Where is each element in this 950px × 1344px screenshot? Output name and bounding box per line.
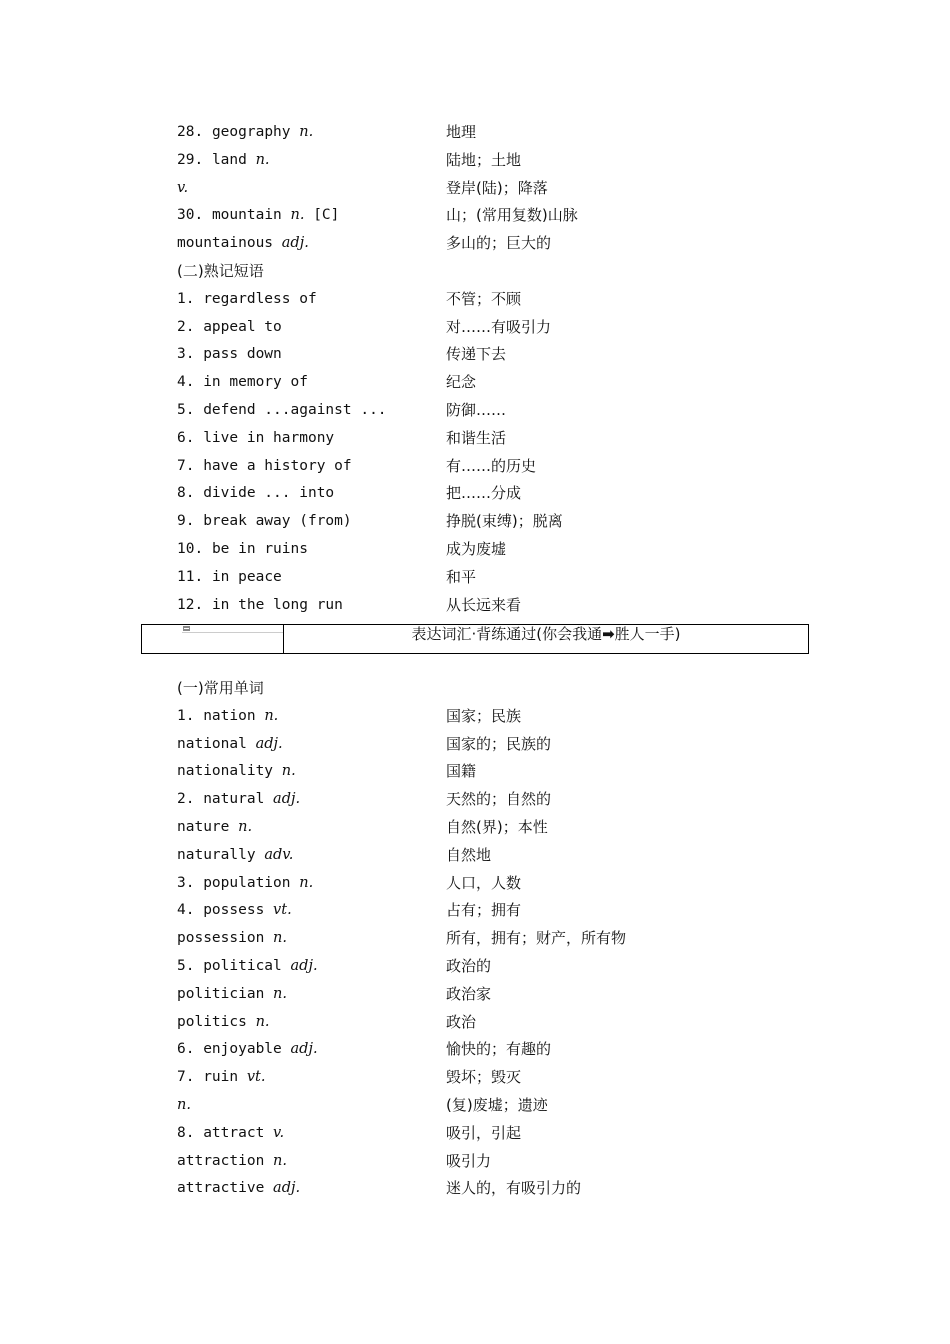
term-text: possession xyxy=(177,930,265,947)
tab-icon xyxy=(182,625,283,633)
term xyxy=(177,703,278,731)
banner-title: 表达词汇·背练通过(你会我通➡胜人一手) xyxy=(411,625,681,643)
meaning: 人口，人数 xyxy=(446,873,522,892)
term xyxy=(177,425,334,453)
term xyxy=(177,758,296,786)
meaning: 自然(界)；本性 xyxy=(446,817,548,836)
term-text: politics xyxy=(177,1013,247,1030)
term-text: nature xyxy=(177,818,230,835)
part-of-speech: n. xyxy=(264,707,279,724)
list-item xyxy=(177,703,817,731)
list-item xyxy=(177,953,817,981)
list-item xyxy=(177,842,817,870)
term xyxy=(177,731,283,759)
meaning: 成为废墟 xyxy=(446,539,507,558)
term xyxy=(177,1092,191,1120)
meaning: 把……分成 xyxy=(446,484,522,503)
term xyxy=(177,175,188,203)
list-item xyxy=(177,536,817,564)
meaning: 国籍 xyxy=(446,762,477,781)
meaning: 毁坏；毁灭 xyxy=(446,1068,522,1087)
list-item xyxy=(177,897,817,925)
term-text: population xyxy=(203,874,291,891)
term xyxy=(177,1064,266,1092)
part-of-speech: n. xyxy=(255,1013,270,1030)
term-text: nation xyxy=(203,707,256,724)
countability-tag: [C] xyxy=(313,207,340,224)
term xyxy=(177,1036,318,1064)
part-of-speech: adj. xyxy=(290,957,318,974)
term-text: enjoyable xyxy=(203,1041,282,1058)
item-number: 5. xyxy=(177,957,195,974)
term-text: attract xyxy=(203,1124,265,1141)
meaning: 山；(常用复数)山脉 xyxy=(446,206,578,225)
meaning: (复)废墟；遗迹 xyxy=(446,1095,548,1114)
list-item xyxy=(177,758,817,786)
term xyxy=(177,842,293,870)
list-item xyxy=(177,286,817,314)
part-of-speech: n. xyxy=(299,124,314,140)
term xyxy=(177,480,334,508)
part-of-speech: adj. xyxy=(273,1180,301,1197)
part-of-speech: adj. xyxy=(273,791,301,808)
list-item xyxy=(177,397,817,425)
term-text: pass down xyxy=(203,346,282,363)
term xyxy=(177,1009,270,1037)
term xyxy=(177,202,339,230)
item-number: 7. xyxy=(177,1069,195,1086)
list-item xyxy=(177,1175,817,1203)
term-text: mountainous xyxy=(177,235,274,252)
term-text: mountain xyxy=(211,207,282,224)
term-text: nationality xyxy=(177,763,274,780)
banner-left-cell xyxy=(142,625,284,653)
meaning: 愉快的；有趣的 xyxy=(446,1040,552,1059)
term-text: have a history of xyxy=(203,457,352,474)
part-of-speech: v. xyxy=(273,1124,285,1141)
meaning: 地理 xyxy=(446,123,477,141)
item-number: 8. xyxy=(177,1124,195,1141)
part-of-speech: n. xyxy=(273,1152,287,1169)
item-number: 2. xyxy=(177,318,195,335)
term-text: break away (from) xyxy=(203,513,352,530)
meaning: 自然地 xyxy=(446,845,492,864)
list-item xyxy=(177,230,817,258)
term xyxy=(177,592,343,620)
list-item xyxy=(177,731,817,759)
term-text: land xyxy=(211,151,247,168)
item-number: 1. xyxy=(177,290,195,307)
section-banner xyxy=(141,624,809,654)
term xyxy=(177,897,292,925)
part-of-speech: n. xyxy=(255,151,270,168)
part-of-speech: n. xyxy=(290,207,305,224)
meaning: 从长远来看 xyxy=(446,595,522,614)
item-number: 28. xyxy=(177,124,204,140)
list-item xyxy=(177,314,817,342)
meaning: 不管；不顾 xyxy=(446,289,522,308)
meaning: 吸引，引起 xyxy=(446,1123,522,1142)
term-text: attractive xyxy=(177,1180,265,1197)
term xyxy=(177,1175,300,1203)
meaning: 挣脱(束缚)；脱离 xyxy=(446,512,563,531)
meaning: 所有，拥有；财产，所有物 xyxy=(446,929,627,948)
term-text: politician xyxy=(177,985,265,1002)
term-text: geography xyxy=(211,124,291,140)
term xyxy=(177,341,282,369)
term xyxy=(177,870,313,898)
term xyxy=(177,286,317,314)
list-item xyxy=(177,786,817,814)
term-text: divide ... into xyxy=(203,485,335,502)
part-of-speech: adj. xyxy=(281,235,309,252)
term-text: in the long run xyxy=(211,596,343,613)
item-number: 4. xyxy=(177,374,195,391)
term-text: live in harmony xyxy=(203,429,335,446)
meaning: 和平 xyxy=(446,567,477,586)
term xyxy=(177,981,287,1009)
term-text: national xyxy=(177,735,247,752)
list-item xyxy=(177,453,817,481)
list-item xyxy=(177,1120,817,1148)
item-number: 4. xyxy=(177,902,195,919)
vocab-list-top xyxy=(177,119,817,619)
list-item xyxy=(177,425,817,453)
meaning: 纪念 xyxy=(446,373,477,392)
item-number: 9. xyxy=(177,513,195,530)
part-of-speech: n. xyxy=(177,1096,191,1113)
term xyxy=(177,119,313,147)
term-text: in memory of xyxy=(203,374,308,391)
term xyxy=(177,230,309,258)
arrow-right-icon: ➡ xyxy=(602,625,615,643)
meaning: 陆地；土地 xyxy=(446,150,522,169)
term xyxy=(177,147,270,175)
list-item xyxy=(177,1092,817,1120)
list-item xyxy=(177,925,817,953)
meaning: 天然的；自然的 xyxy=(446,790,552,809)
section-heading-phrases: (二)熟记短语 xyxy=(177,261,264,280)
list-item xyxy=(177,369,817,397)
item-number: 12. xyxy=(177,596,204,613)
term xyxy=(177,953,318,981)
part-of-speech: vt. xyxy=(246,1069,266,1086)
item-number: 11. xyxy=(177,568,204,585)
term-text: naturally xyxy=(177,846,256,863)
part-of-speech: adj. xyxy=(290,1041,318,1058)
part-of-speech: n. xyxy=(238,818,253,835)
list-item xyxy=(177,119,817,147)
term xyxy=(177,814,252,842)
list-item xyxy=(177,341,817,369)
list-item xyxy=(177,202,817,230)
vocab-list-bottom xyxy=(177,675,817,1203)
meaning: 政治家 xyxy=(446,984,492,1003)
meaning: 有……的历史 xyxy=(446,456,537,475)
list-item xyxy=(177,1148,817,1176)
list-item xyxy=(177,592,817,620)
part-of-speech: n. xyxy=(281,763,296,780)
meaning: 政治的 xyxy=(446,956,492,975)
list-item xyxy=(177,508,817,536)
term xyxy=(177,925,287,953)
term-text: be in ruins xyxy=(211,540,308,557)
item-number: 7. xyxy=(177,457,195,474)
meaning: 防御…… xyxy=(446,400,507,419)
list-item xyxy=(177,870,817,898)
part-of-speech: n. xyxy=(273,985,287,1002)
meaning: 吸引力 xyxy=(446,1151,492,1170)
item-number: 2. xyxy=(177,791,195,808)
list-item xyxy=(177,147,817,175)
meaning: 传递下去 xyxy=(446,345,507,364)
list-item xyxy=(177,564,817,592)
term-text: defend ...against ... xyxy=(203,401,387,418)
term xyxy=(177,536,308,564)
list-item xyxy=(177,480,817,508)
term xyxy=(177,453,352,481)
meaning: 政治 xyxy=(446,1012,477,1031)
term-text: attraction xyxy=(177,1152,265,1169)
list-item xyxy=(177,1009,817,1037)
item-number: 6. xyxy=(177,1041,195,1058)
part-of-speech: n. xyxy=(273,930,287,947)
term-text: regardless of xyxy=(203,290,317,307)
term-text: political xyxy=(203,957,282,974)
term-text: in peace xyxy=(211,568,282,585)
list-item xyxy=(177,175,817,203)
term-text: possess xyxy=(203,902,265,919)
term xyxy=(177,1148,287,1176)
term-text: appeal to xyxy=(203,318,282,335)
item-number: 5. xyxy=(177,401,195,418)
term xyxy=(177,508,352,536)
meaning: 国家的；民族的 xyxy=(446,734,552,753)
meaning: 多山的；巨大的 xyxy=(446,234,552,253)
section-heading-words: (一)常用单词 xyxy=(177,679,264,697)
item-number: 6. xyxy=(177,429,195,446)
meaning: 对……有吸引力 xyxy=(446,317,552,336)
list-item xyxy=(177,1064,817,1092)
term-text: ruin xyxy=(203,1069,239,1086)
term xyxy=(177,786,300,814)
part-of-speech: n. xyxy=(299,874,314,891)
list-item xyxy=(177,814,817,842)
item-number: 30. xyxy=(177,207,204,224)
item-number: 29. xyxy=(177,151,204,168)
meaning: 和谐生活 xyxy=(446,428,507,447)
term-text: natural xyxy=(203,791,265,808)
item-number: 3. xyxy=(177,874,195,891)
part-of-speech: vt. xyxy=(273,902,292,919)
part-of-speech: adv. xyxy=(264,846,294,863)
item-number: 8. xyxy=(177,485,195,502)
list-item xyxy=(177,981,817,1009)
term xyxy=(177,397,387,425)
meaning: 占有；拥有 xyxy=(446,901,522,920)
item-number: 10. xyxy=(177,540,204,557)
term xyxy=(177,564,282,592)
part-of-speech: v. xyxy=(177,179,189,196)
meaning: 登岸(陆)；降落 xyxy=(446,178,548,197)
item-number: 1. xyxy=(177,707,195,724)
term xyxy=(177,314,282,342)
term xyxy=(177,1120,284,1148)
list-item xyxy=(177,1036,817,1064)
meaning: 迷人的，有吸引力的 xyxy=(446,1179,582,1198)
part-of-speech: adj. xyxy=(255,735,283,752)
item-number: 3. xyxy=(177,346,195,363)
term xyxy=(177,369,308,397)
meaning: 国家；民族 xyxy=(446,706,522,725)
